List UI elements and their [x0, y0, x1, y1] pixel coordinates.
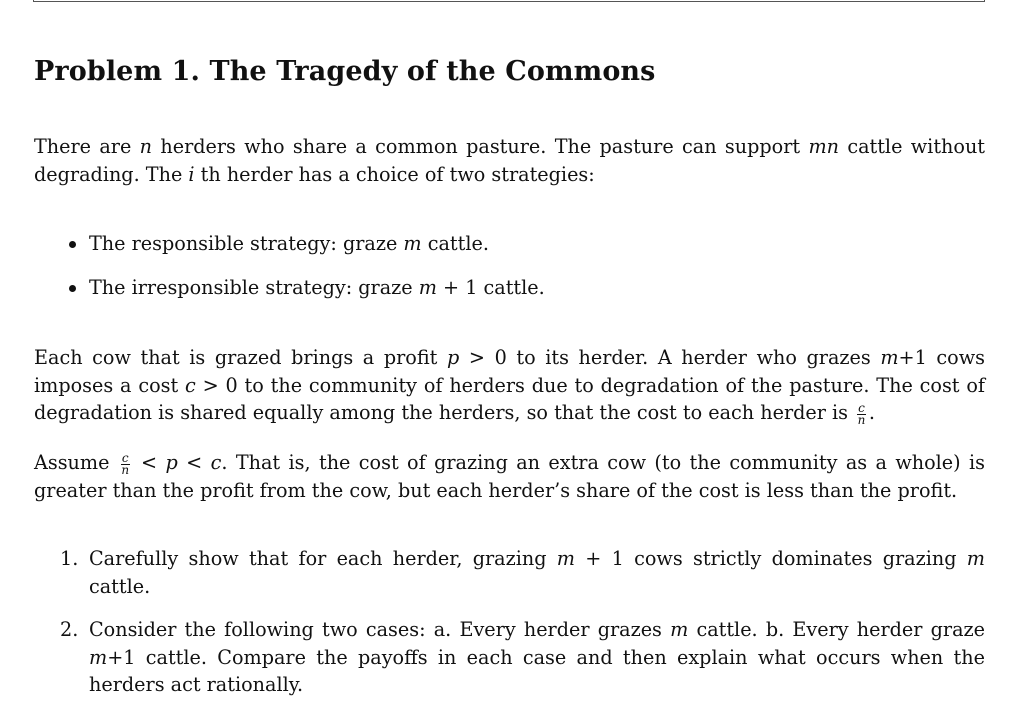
problem-title: Problem 1. The Tragedy of the Commons	[34, 56, 656, 87]
assumption-paragraph: Assume $\frac{c}{n}$ < p < c. That is, the cost of grazing an extra cow (to the community as a whole) is greater than the profit from the cow, but each herder’s share of the cost is less than the profit.	[34, 450, 985, 502]
cost-paragraph: Each cow that is grazed brings a profit p > 0 to its herder. A herder who grazes m+1 cows imposes a cost c > 0 to the community of herders due to degradation of the pasture. The cost of degradation is shared equally among the herders, so that the cost to each herder is $\frac{c}{n}$ .	[34, 346, 986, 427]
top-frame-border	[33, 0, 985, 2]
question-list	[34, 545, 985, 715]
list-item: The irresponsible strategy: graze m + 1 cattle.	[34, 274, 985, 302]
strategy-list	[34, 230, 985, 317]
list-item: 1. Carefully show that for each herder, grazing m + 1 cows strictly dominates grazing m cattle.	[60, 547, 985, 598]
intro-paragraph: There are n herders who share a common pasture. The pasture can support mn cattle without degrading. The i th herder has a choice of two strategies:	[34, 135, 986, 186]
fraction-c-over-n: $\frac{c}{n}$	[857, 400, 866, 427]
list-item: 2. Consider the following two cases: a. Every herder grazes m cattle. b. Every herder graze m+1 cattle. Compare the payoffs in each case and then explain what occurs when the herders act rationally.	[60, 618, 985, 696]
fraction-c-over-n: $\frac{c}{n}$	[121, 450, 130, 477]
list-item: The responsible strategy: graze m cattle.	[34, 230, 985, 258]
